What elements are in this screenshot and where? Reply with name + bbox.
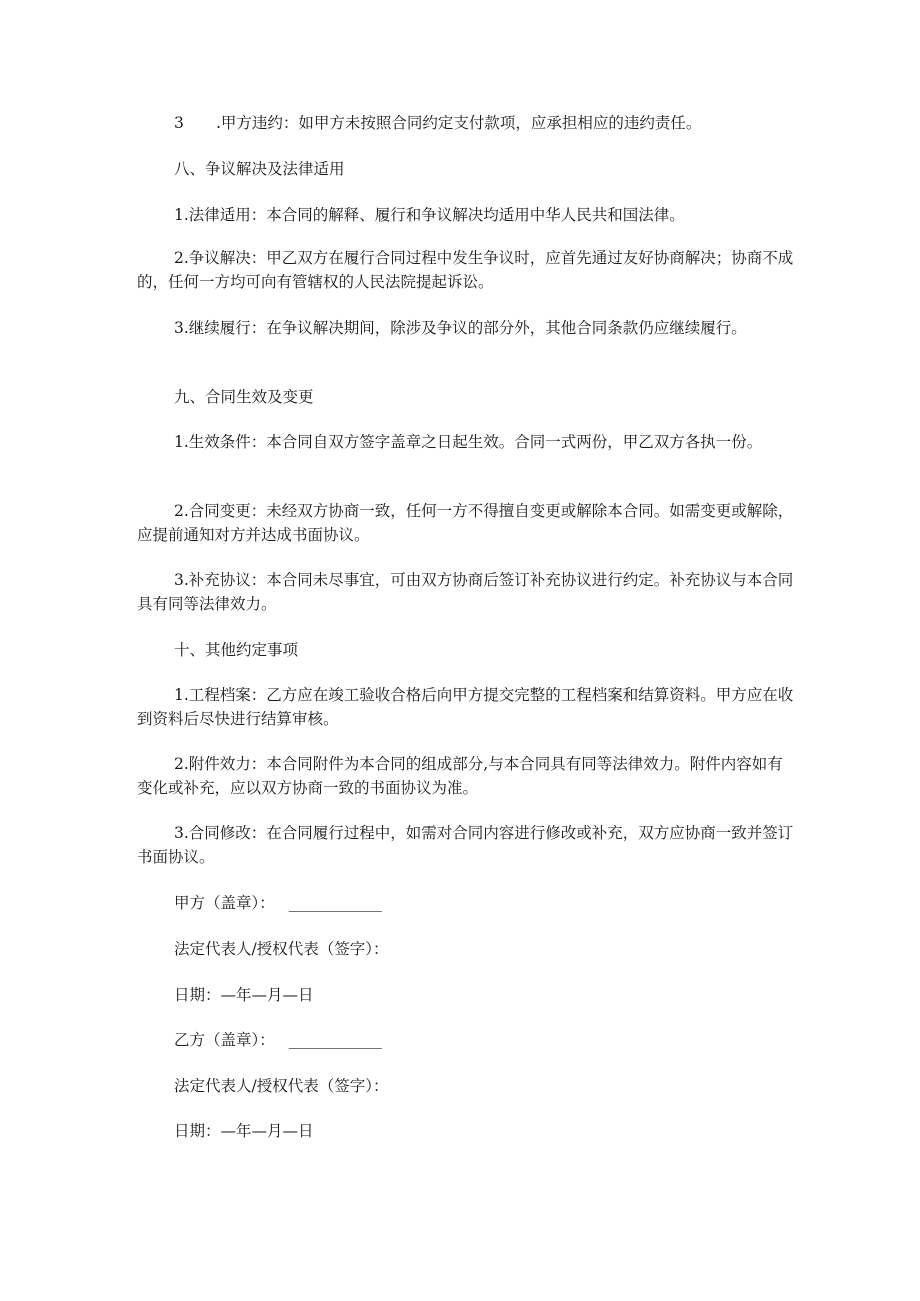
clause-dispute-resolution: 2.争议解决：甲乙双方在履行合同过程中发生争议时，应首先通过友好协商解决；协商不成的，任何一方均可向有管辖权的人民法院提起诉讼。 <box>137 249 794 291</box>
section-heading-other: 十、其他约定事项 <box>174 641 299 659</box>
clause-text: .甲方违约：如甲方未按照合同约定支付款项，应承担相应的违约责任。 <box>216 114 702 132</box>
clause-law-application: 1.法律适用：本合同的解释、履行和争议解决均适用中华人民共和国法律。 <box>174 206 685 224</box>
party-a-representative: 法定代表人/授权代表（签字）： <box>174 940 389 958</box>
clause-contract-change: 2.合同变更：未经双方协商一致，任何一方不得擅自变更或解除本合同。如需变更或解除，应提前通知对方并达成书面协议。 <box>137 502 794 544</box>
clause-attachment-validity: 2.附件效力：本合同附件为本合同的组成部分,与本合同具有同等法律效力。附件内容如有变化或补充，应以双方协商一致的书面协议为准。 <box>137 755 783 797</box>
clause-number: 3 <box>174 114 184 132</box>
clause-contract-modification: 3.合同修改：在合同履行过程中，如需对合同内容进行修改或补充，双方应协商一致并签订书面协议。 <box>137 824 794 866</box>
party-a-seal-label: 甲方（盖章）： <box>174 894 275 912</box>
clause-effective-conditions: 1.生效条件：本合同自双方签字盖章之日起生效。合同一式两份，甲乙双方各执一份。 <box>174 433 763 451</box>
party-b-seal-line <box>174 1028 382 1052</box>
party-a-seal-blank: ____________ <box>288 894 382 912</box>
party-b-representative: 法定代表人/授权代表（签字）： <box>174 1077 389 1095</box>
party-a-seal-line <box>174 891 382 915</box>
party-b-date: 日期：—年—月—日 <box>174 1122 314 1140</box>
clause-party-a-breach <box>174 111 701 135</box>
party-a-date: 日期：—年—月—日 <box>174 986 314 1004</box>
party-b-seal-label: 乙方（盖章）： <box>174 1031 275 1049</box>
party-b-seal-blank: ____________ <box>288 1031 382 1049</box>
section-heading-dispute: 八、争议解决及法律适用 <box>174 160 345 178</box>
clause-supplementary-agreement: 3.补充协议：本合同未尽事宜，可由双方协商后签订补充协议进行约定。补充协议与本合同具有同等法律效力。 <box>137 571 794 613</box>
clause-project-archives: 1.工程档案：乙方应在竣工验收合格后向甲方提交完整的工程档案和结算资料。甲方应在收到资料后尽快进行结算审核。 <box>137 686 794 728</box>
clause-continued-performance: 3.继续履行：在争议解决期间，除涉及争议的部分外，其他合同条款仍应继续履行。 <box>174 319 747 337</box>
section-heading-effectiveness: 九、合同生效及变更 <box>174 388 314 406</box>
